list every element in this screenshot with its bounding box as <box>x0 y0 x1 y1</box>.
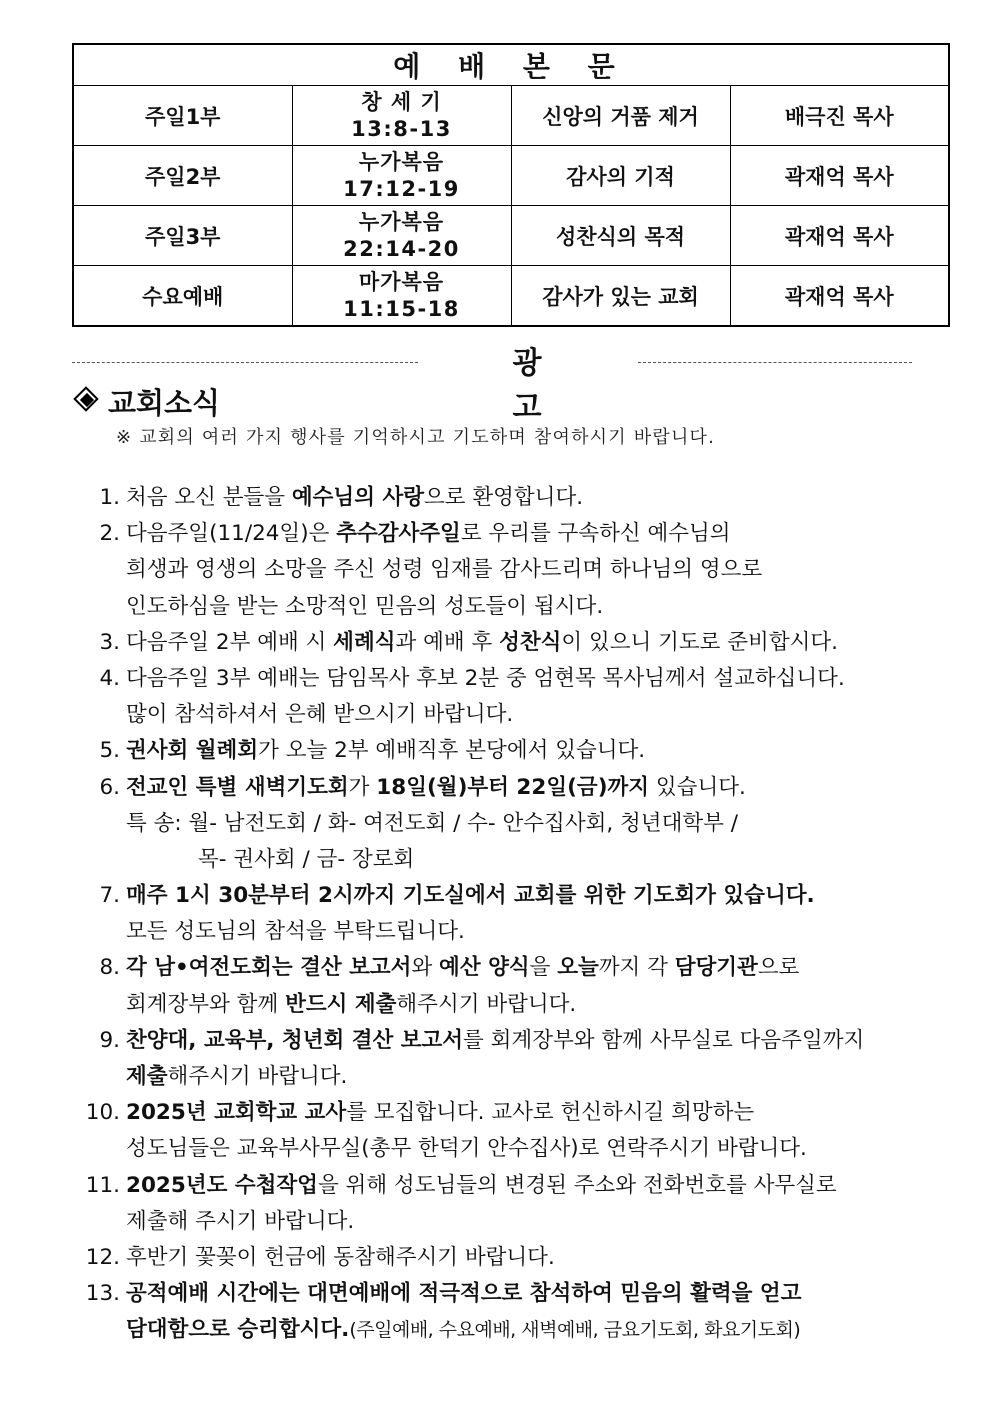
emphasis-text: 담대함으로 승리합시다. <box>126 1317 350 1343</box>
item-number: 11. <box>85 1172 120 1198</box>
emphasis-text: 제출 <box>126 1064 168 1089</box>
table-row <box>73 86 949 146</box>
item-text: 가 <box>348 774 377 800</box>
scripture-verse: 13:8-13 <box>351 116 452 141</box>
item-number: 3. <box>99 629 120 655</box>
item-text: 로 우리를 구속하신 예수님의 <box>460 521 731 547</box>
list-item <box>72 1059 892 1095</box>
list-item <box>72 1168 892 1204</box>
sermon-title: 감사가 있는 교회 <box>511 266 730 327</box>
emphasis-text: 2025년 교회학교 교사 <box>126 1100 347 1126</box>
emphasis-text: 반드시 제출 <box>285 991 397 1017</box>
item-text: 을 <box>529 955 558 981</box>
list-item <box>72 1131 892 1167</box>
item-number: 8. <box>99 955 120 981</box>
pastor-name: 배극진 목사 <box>730 86 949 146</box>
list-item <box>72 770 892 806</box>
announcements-title: 광 고 <box>512 346 578 425</box>
item-text: (주일예배, 수요예배, 새벽예배, 금요기도회, 화요기도회) <box>349 1319 801 1342</box>
sermon-title: 신앙의 거품 제거 <box>511 86 730 146</box>
scripture-passage <box>292 86 511 146</box>
list-item <box>72 552 892 588</box>
item-text: 까지 각 <box>598 955 675 981</box>
item-text: 희생과 영생의 소망을 주신 성령 임재를 감사드리며 하나님의 영으로 <box>126 557 763 583</box>
section-title: 교회소식 <box>108 386 221 420</box>
item-text: 제출해 주시기 바랍니다. <box>126 1208 355 1234</box>
list-item <box>72 806 892 842</box>
service-name: 주일3부 <box>73 206 292 266</box>
scripture-book: 마가복음 <box>358 269 445 294</box>
list-item <box>72 1204 892 1240</box>
emphasis-text: 담당기관 <box>674 955 758 981</box>
emphasis-text: 오늘 <box>557 955 599 981</box>
item-text: 를 모집합니다. 교사로 헌신하시길 희망하는 <box>346 1100 755 1126</box>
item-number: 2. <box>99 521 120 547</box>
emphasis-text: 매주 1시 30분부터 2시까지 기도실에서 교회를 위한 기도회가 있습니다. <box>126 883 815 909</box>
table-row <box>73 206 949 266</box>
scripture-passage <box>292 146 511 206</box>
item-number: 4. <box>99 665 120 691</box>
dashed-divider-left <box>72 362 418 363</box>
item-text: 이 있으니 기도로 준비합시다. <box>561 629 838 655</box>
item-text: 처음 오신 분들을 <box>126 485 292 510</box>
list-item <box>72 842 892 878</box>
list-item <box>72 878 892 914</box>
item-text: 해주시기 바랍니다. <box>167 1064 348 1089</box>
item-text: 다음주일 3부 예배는 담임목사 후보 2분 중 엄현목 목사님께서 설교하십니다. <box>126 665 845 691</box>
scripture-verse: 11:15-18 <box>343 296 460 321</box>
emphasis-text: 성찬식 <box>499 629 562 655</box>
section-heading <box>76 381 220 422</box>
item-text: 성도님들은 교육부사무실(총무 한덕기 안수집사)로 연락주시기 바랍니다. <box>126 1136 807 1162</box>
item-text: 해주시기 바랍니다. <box>396 991 577 1017</box>
scripture-passage <box>292 266 511 327</box>
scripture-verse: 17:12-19 <box>343 176 460 201</box>
list-item <box>72 987 892 1023</box>
item-text: 으로 <box>757 955 800 981</box>
list-item <box>72 661 892 697</box>
section-note: ※ 교회의 여러 가지 행사를 기억하시고 기도하며 참여하시기 바랍니다. <box>116 427 716 448</box>
item-text: 있습니다. <box>649 774 746 800</box>
item-text: 인도하심을 받는 소망적인 믿음의 성도들이 됩시다. <box>126 593 604 619</box>
list-item <box>72 1240 892 1276</box>
dashed-divider-right <box>638 362 912 363</box>
scripture-passage <box>292 206 511 266</box>
list-item <box>72 914 892 950</box>
item-number: 10. <box>85 1100 120 1126</box>
service-name: 주일2부 <box>73 146 292 206</box>
scripture-book: 누가복음 <box>358 209 445 234</box>
item-number: 12. <box>85 1244 120 1270</box>
list-item <box>72 1095 892 1131</box>
emphasis-text: 세례식 <box>333 629 396 655</box>
item-text: 모든 성도님의 참석을 부탁드립니다. <box>126 919 465 945</box>
service-name: 수요예배 <box>73 266 292 327</box>
table-row <box>73 146 949 206</box>
diamond-bullet-icon <box>76 389 98 411</box>
item-text: 다음주일 2부 예배 시 <box>126 629 334 655</box>
list-item <box>72 625 892 661</box>
item-text: 을 위해 성도님들의 변경된 주소와 전화번호를 사무실로 <box>317 1172 837 1198</box>
list-item <box>72 480 892 516</box>
scripture-book: 누가복음 <box>358 149 445 174</box>
service-name: 주일1부 <box>73 86 292 146</box>
item-text: 과 예배 후 <box>395 629 500 655</box>
emphasis-text: 2025년도 수첩작업 <box>126 1172 318 1198</box>
scripture-verse: 22:14-20 <box>343 236 460 261</box>
item-number: 1. <box>99 485 120 510</box>
list-item <box>72 1312 892 1348</box>
item-text: 특 송: 월- 남전도회 / 화- 여전도회 / 수- 안수집사회, 청년대학부 / <box>126 810 738 836</box>
list-item <box>72 950 892 986</box>
list-item <box>72 1276 892 1312</box>
list-item <box>72 516 892 552</box>
item-text: 가 오늘 2부 예배직후 본당에서 있습니다. <box>258 738 646 764</box>
item-number: 7. <box>99 883 120 909</box>
pastor-name: 곽재억 목사 <box>730 206 949 266</box>
list-item <box>72 1023 892 1059</box>
emphasis-text: 예산 양식 <box>439 955 530 981</box>
item-text: 후반기 꽃꽂이 헌금에 동참해주시기 바랍니다. <box>126 1244 555 1270</box>
scripture-book: 창 세 기 <box>361 89 442 114</box>
sermon-table <box>72 43 950 327</box>
emphasis-text: 각 남•여전도회는 결산 보고서 <box>126 955 412 981</box>
sermon-table-title: 예 배 본 문 <box>73 44 949 86</box>
item-text: 를 회계장부와 함께 사무실로 다음주일까지 <box>463 1027 865 1053</box>
item-text: 회계장부와 함께 <box>126 991 286 1017</box>
list-item <box>72 589 892 625</box>
pastor-name: 곽재억 목사 <box>730 266 949 327</box>
sermon-title: 성찬식의 목적 <box>511 206 730 266</box>
emphasis-text: 권사회 월례회 <box>126 738 259 764</box>
item-number: 6. <box>99 774 120 800</box>
item-number: 5. <box>99 738 120 764</box>
emphasis-text: 전교인 특별 새벽기도회 <box>126 774 349 800</box>
item-text: 으로 환영합니다. <box>424 485 584 510</box>
list-item <box>72 697 892 733</box>
emphasis-text: 추수감사주일 <box>336 521 461 547</box>
emphasis-text: 찬양대, 교육부, 청년회 결산 보고서 <box>126 1027 464 1053</box>
item-number: 13. <box>85 1281 120 1307</box>
emphasis-text: 공적예배 시간에는 대면예배에 적극적으로 참석하여 믿음의 활력을 얻고 <box>126 1281 802 1307</box>
item-number: 9. <box>99 1027 120 1053</box>
sermon-title: 감사의 기적 <box>511 146 730 206</box>
item-text: 와 <box>411 955 440 981</box>
table-row <box>73 266 949 327</box>
item-text: 다음주일(11/24일)은 <box>126 521 337 547</box>
emphasis-text: 18일(월)부터 22일(금)까지 <box>376 774 650 800</box>
pastor-name: 곽재억 목사 <box>730 146 949 206</box>
list-item <box>72 733 892 769</box>
emphasis-text: 예수님의 사랑 <box>291 485 424 510</box>
item-text: 목- 권사회 / 금- 장로회 <box>198 846 415 872</box>
item-text: 많이 참석하셔서 은혜 받으시기 바랍니다. <box>126 702 514 728</box>
announcement-list <box>72 480 892 1349</box>
